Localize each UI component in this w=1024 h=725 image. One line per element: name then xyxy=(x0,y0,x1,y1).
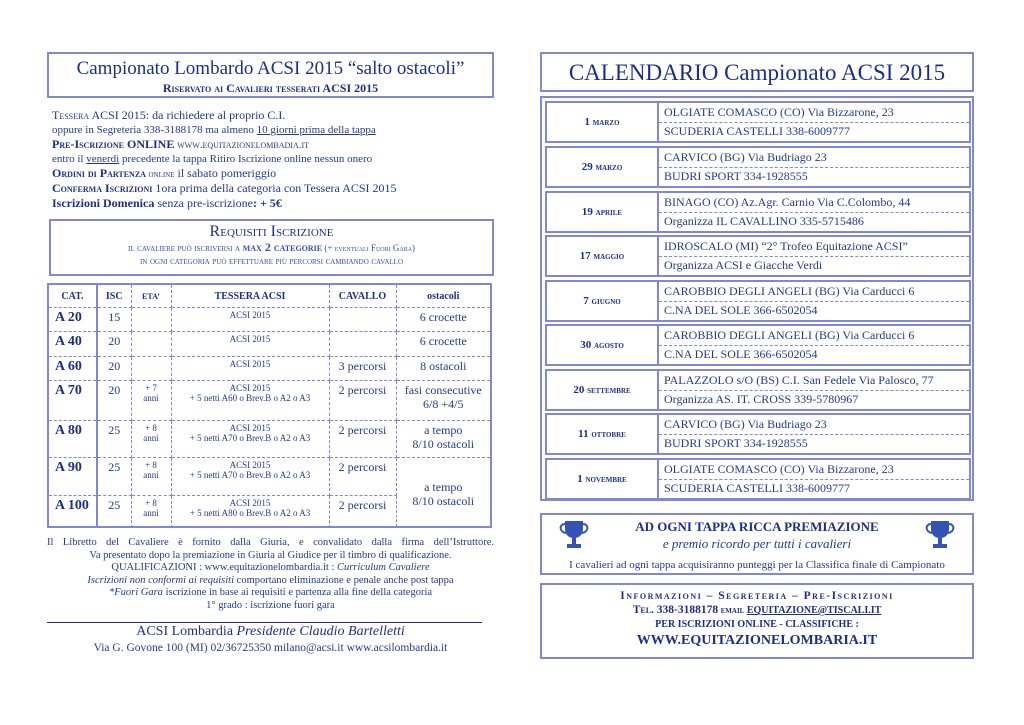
event-month: agosto xyxy=(593,339,624,351)
entro-a: entro il xyxy=(52,153,87,165)
event-month: maggio xyxy=(593,250,625,262)
event-separator xyxy=(659,122,969,123)
segreteria-text: oppure in Segreteria 338-3188178 ma almeno xyxy=(52,124,257,136)
cat-cell: A 60 xyxy=(49,357,97,381)
calendar-event xyxy=(545,101,971,143)
ostacoli-cell xyxy=(396,421,490,458)
isc-cell: 20 xyxy=(97,381,131,421)
event-date xyxy=(547,148,659,186)
isc-cell: 25 xyxy=(97,496,131,528)
isc-cell: 25 xyxy=(97,421,131,458)
prize-headline: AD OGNI TAPPA RICCA PREMIAZIONE xyxy=(635,519,879,534)
calendar-event xyxy=(545,369,971,411)
ostacoli-cell xyxy=(396,308,490,332)
championship-subtitle: Riservato ai Cavalieri tesserati ACSI 2015 xyxy=(162,81,379,95)
eta-cell xyxy=(131,357,171,381)
president-name: Presidente Claudio Bartelletti xyxy=(236,624,405,639)
event-month: aprile xyxy=(595,206,623,218)
calendar-event xyxy=(545,191,971,233)
eta-unit: anni xyxy=(143,470,159,480)
non-conformi-label: Iscrizioni non conformi ai requisiti xyxy=(87,575,235,586)
non-conformi-text: comportano eliminazione e penale anche post tappa xyxy=(234,575,454,586)
cavallo-cell: 3 percorsi xyxy=(329,357,396,381)
tessera-cell xyxy=(171,496,329,528)
ostacoli-value: 6 crocette xyxy=(419,310,467,324)
calendar-event xyxy=(545,235,971,277)
requisiti-fuori-gara: (+ eventuali Fuori Gara) xyxy=(322,243,416,253)
eta-value: + 8 xyxy=(145,423,157,433)
prize-subline: e premio ricordo per tutti i cavalieri xyxy=(662,536,852,551)
isc-cell: 25 xyxy=(97,458,131,496)
championship-title: Campionato Lombardo ACSI 2015 “salto ostacoli” xyxy=(76,58,465,79)
prize-box xyxy=(540,513,974,575)
contact-heading: Informazioni – Segreteria – Pre-Iscrizioni xyxy=(620,590,894,602)
segreteria-deadline: 10 giorni prima della tappa xyxy=(256,124,376,136)
ostacoli-value: 6 crocette xyxy=(419,334,467,348)
fuori-gara-text: iscrizione in base ai requisiti e partenza alla fine della categoria xyxy=(162,587,433,598)
ostacoli-value: fasi consecutive xyxy=(404,383,482,397)
event-month: marzo xyxy=(595,161,623,173)
tel-label: Tel. xyxy=(632,604,654,616)
event-date xyxy=(547,371,659,409)
eta-cell xyxy=(131,496,171,528)
cavallo-cell: 2 percorsi xyxy=(329,458,396,496)
col-header-cavallo: CAVALLO xyxy=(329,285,396,308)
eta-value: + 8 xyxy=(145,460,157,470)
cavallo-cell: 2 percorsi xyxy=(329,421,396,458)
calendar-event xyxy=(545,324,971,366)
tessera-cell xyxy=(171,357,329,381)
footnote-presentato: Va presentato dopo la premiazione in Giuria al Giudice per il timbro di qualificazione. xyxy=(89,550,452,561)
eta-cell xyxy=(131,421,171,458)
event-separator xyxy=(659,167,969,168)
tessera-requirement: + 5 netti A70 o Brev.B o A2 o A3 xyxy=(189,433,311,443)
tessera-cell xyxy=(171,421,329,458)
footnote-non-conformi xyxy=(47,575,494,588)
calendar-event xyxy=(545,458,971,500)
tessera-value: ACSI 2015 xyxy=(229,423,271,433)
info-line-tessera xyxy=(52,108,502,123)
entro-b: precedente la tappa Ritiro Iscrizione online nessun onero xyxy=(119,153,373,165)
tessera-cell xyxy=(171,381,329,421)
ostacoli-detail: 6/8 +4/5 xyxy=(423,397,464,411)
tessera-value: ACSI 2015 xyxy=(229,310,271,320)
requisiti-line1-a: il cavaliere può iscriversi a xyxy=(127,243,243,254)
eta-unit: anni xyxy=(143,433,159,443)
isc-cell: 20 xyxy=(97,357,131,381)
qualificazioni-text[interactable]: QUALIFICAZIONI : www.equitazionelombardia.it : xyxy=(111,562,337,573)
cat-cell: A 70 xyxy=(49,381,97,421)
event-location: BINAGO (CO) Az.Agr. Carnio Via C.Colombo, 44 xyxy=(664,195,911,209)
info-line-conferma xyxy=(52,181,502,196)
table-header-row xyxy=(49,285,490,308)
event-date xyxy=(547,237,659,275)
event-location: PALAZZOLO s/O (BS) C.I. San Fedele Via Palosco, 77 xyxy=(664,373,934,387)
cat-cell: A 80 xyxy=(49,421,97,458)
event-day: 1 xyxy=(584,116,590,128)
eta-cell xyxy=(131,381,171,421)
event-month: novembre xyxy=(585,473,627,485)
ostacoli-detail: 8/10 ostacoli xyxy=(412,493,475,508)
event-organizer: SCUDERIA CASTELLI 338-6009777 xyxy=(664,481,850,495)
requisiti-box xyxy=(49,219,494,276)
acsi-address: Via G. Govone 100 (MI) 02/36725350 milano@acsi.it www.acsilombardia.it xyxy=(93,642,448,654)
footnote-qualificazioni xyxy=(47,562,494,575)
eta-cell xyxy=(131,458,171,496)
event-organizer: BUDRI SPORT 334-1928555 xyxy=(664,169,808,183)
event-organizer: C.NA DEL SOLE 366-6502054 xyxy=(664,303,818,317)
calendar-event xyxy=(545,280,971,322)
event-date xyxy=(547,326,659,364)
ostacoli-cell xyxy=(396,458,490,528)
fuori-gara-label: *Fuori Gara xyxy=(108,587,163,598)
isc-cell: 20 xyxy=(97,332,131,357)
event-organizer: C.NA DEL SOLE 366-6502054 xyxy=(664,347,818,361)
event-location: OLGIATE COMASCO (CO) Via Bizzarone, 23 xyxy=(664,105,894,119)
domenica-label: Iscrizioni Domenica xyxy=(52,196,155,210)
table-row xyxy=(49,421,490,458)
event-organizer: BUDRI SPORT 334-1928555 xyxy=(664,436,808,450)
eta-cell xyxy=(131,308,171,332)
col-header-cat: CAT. xyxy=(49,285,97,308)
event-date xyxy=(547,282,659,320)
table-row xyxy=(49,458,490,496)
event-location: CARVICO (BG) Via Budriago 23 xyxy=(664,150,827,164)
requisiti-line2: in ogni categoria può effettuare più percorsi cambiando cavallo xyxy=(139,256,404,267)
requisiti-title: Requisiti Iscrizione xyxy=(209,223,334,240)
event-day: 29 xyxy=(581,161,593,173)
event-location: CARVICO (BG) Via Budriago 23 xyxy=(664,417,827,431)
event-organizer: Organizza AS. IT. CROSS 339-5780967 xyxy=(664,392,859,406)
info-line-domenica xyxy=(52,196,502,211)
event-date xyxy=(547,460,659,498)
conferma-text: 1ora prima della categoria con Tessera ACSI 2015 xyxy=(152,181,397,195)
cavallo-cell: 2 percorsi xyxy=(329,381,396,421)
cavallo-cell xyxy=(329,308,396,332)
info-line-segreteria xyxy=(52,123,502,138)
col-header-eta: ETA’ xyxy=(131,285,171,308)
tessera-requirement: + 5 netti A80 o Brev.B o A2 o A3 xyxy=(189,508,311,518)
calendar-title: CALENDARIO Campionato ACSI 2015 xyxy=(540,52,974,92)
contact-line xyxy=(542,604,972,616)
calendar-event xyxy=(545,146,971,188)
event-day: 20 xyxy=(573,384,585,396)
eta-unit: anni xyxy=(143,508,159,518)
tel-number[interactable]: 338-3188178 xyxy=(653,604,719,616)
domenica-text: senza pre-iscrizione xyxy=(154,196,253,210)
event-day: 30 xyxy=(580,339,592,351)
tessera-value: ACSI 2015 xyxy=(229,334,271,344)
event-date xyxy=(547,103,659,141)
event-day: 11 xyxy=(578,428,589,440)
email-label: email xyxy=(718,605,747,616)
event-day: 19 xyxy=(581,206,593,218)
table-row xyxy=(49,308,490,332)
event-separator xyxy=(659,434,969,435)
event-day: 7 xyxy=(583,295,589,307)
ordini-online: online xyxy=(145,169,175,180)
calendar-box xyxy=(540,96,974,501)
event-month: marzo xyxy=(592,116,620,128)
event-location: IDROSCALO (MI) “2° Trofeo Equitazione ACSI” xyxy=(664,239,908,253)
footnote-fuori-gara xyxy=(47,587,494,600)
ordini-text: il sabato pomeriggio xyxy=(174,166,277,180)
tessera-value: ACSI 2015 xyxy=(229,460,271,470)
event-day: 17 xyxy=(579,250,591,262)
tessera-value: ACSI 2015 xyxy=(229,359,271,369)
event-organizer: Organizza IL CAVALLINO 335-5715486 xyxy=(664,214,864,228)
ostacoli-value: a tempo xyxy=(424,423,463,437)
eta-cell xyxy=(131,332,171,357)
event-separator xyxy=(659,390,969,391)
event-separator xyxy=(659,256,969,257)
email-link[interactable]: EQUITAZIONE@TISCALI.IT xyxy=(746,605,882,616)
tessera-text: : da richiedere al proprio C.I. xyxy=(145,108,286,122)
event-separator xyxy=(659,301,969,302)
contact-box xyxy=(540,583,974,659)
cat-cell: A 90 xyxy=(49,458,97,496)
table-row xyxy=(49,357,490,381)
online-label: PER ISCRIZIONI ONLINE - CLASSIFICHE : xyxy=(655,619,859,630)
eta-value: + 7 xyxy=(145,383,157,393)
ostacoli-cell xyxy=(396,357,490,381)
col-header-isc: ISC xyxy=(97,285,131,308)
ostacoli-cell xyxy=(396,332,490,357)
event-month: ottobre xyxy=(591,428,626,440)
event-month: giugno xyxy=(591,295,621,307)
cavallo-cell xyxy=(329,332,396,357)
preiscrizione-label: Pre-Iscrizione ONLINE xyxy=(52,137,175,151)
tessera-requirement: + 5 netti A60 o Brev.B o A2 o A3 xyxy=(189,393,311,403)
requisiti-line1 xyxy=(51,241,492,255)
cat-cell: A 100 xyxy=(49,496,97,528)
cavallo-cell: 2 percorsi xyxy=(329,496,396,528)
event-location: CAROBBIO DEGLI ANGELI (BG) Via Carducci 6 xyxy=(664,328,915,342)
left-header-box xyxy=(47,52,494,98)
info-line-entro xyxy=(52,152,502,167)
info-line-preiscrizione xyxy=(52,137,502,153)
qualificazioni-curriculum: Curriculum Cavaliere xyxy=(336,562,430,573)
acsi-organization xyxy=(47,624,494,640)
event-location: CAROBBIO DEGLI ANGELI (BG) Via Carducci 6 xyxy=(664,284,915,298)
event-date xyxy=(547,193,659,231)
footnote-primo-grado: 1° grado : iscrizione fuori gara xyxy=(206,600,335,611)
entro-venerdi: venerdì xyxy=(86,153,120,165)
preiscrizione-website[interactable]: www.equitazionelombadia.it xyxy=(174,139,310,151)
tessera-label: Tessera ACSI 2015 xyxy=(52,108,146,122)
event-date xyxy=(547,415,659,453)
domenica-amount: : + 5€ xyxy=(252,196,282,210)
isc-cell: 15 xyxy=(97,308,131,332)
ostacoli-detail: 8/10 ostacoli xyxy=(412,437,475,451)
event-separator xyxy=(659,345,969,346)
eta-value: + 8 xyxy=(145,498,157,508)
prize-points-note: I cavalieri ad ogni tappa acquisiranno punteggi per la Classifica finale di Campionato xyxy=(569,559,945,571)
ostacoli-cell xyxy=(396,381,490,421)
requisiti-max-categories: max 2 categorie xyxy=(242,240,323,254)
calendar-event xyxy=(545,413,971,455)
categories-table xyxy=(47,283,492,528)
footnote-libretto: Il Libretto del Cavaliere è fornito dalla Giuria, e convalidato dalla firma dell’Istruttore. xyxy=(47,537,494,548)
info-line-ordini xyxy=(52,166,502,182)
conferma-label: Conferma Iscrizioni xyxy=(52,181,153,195)
organization-name: ACSI Lombardia xyxy=(136,624,237,639)
tessera-cell xyxy=(171,458,329,496)
tessera-value: ACSI 2015 xyxy=(229,383,271,393)
event-day: 1 xyxy=(577,473,583,485)
tessera-cell xyxy=(171,332,329,357)
ostacoli-value: a tempo xyxy=(424,479,463,494)
col-header-ostacoli: ostacoli xyxy=(396,285,490,308)
table-row xyxy=(49,381,490,421)
cat-cell: A 20 xyxy=(49,308,97,332)
website-link[interactable]: WWW.EQUITAZIONELOMBARIA.IT xyxy=(636,633,878,648)
tessera-cell xyxy=(171,308,329,332)
tessera-value: ACSI 2015 xyxy=(229,498,271,508)
ostacoli-value: 8 ostacoli xyxy=(420,359,467,373)
eta-unit: anni xyxy=(143,393,159,403)
table-row xyxy=(49,332,490,357)
footer-divider xyxy=(47,622,482,623)
ordini-label: Ordini di Partenza xyxy=(52,166,146,180)
event-separator xyxy=(659,479,969,480)
cat-cell: A 40 xyxy=(49,332,97,357)
event-month: settembre xyxy=(587,384,631,396)
col-header-tessera: TESSERA ACSI xyxy=(171,285,329,308)
event-separator xyxy=(659,212,969,213)
event-location: OLGIATE COMASCO (CO) Via Bizzarone, 23 xyxy=(664,462,894,476)
event-organizer: Organizza ACSI e Giacche Verdi xyxy=(664,258,823,272)
event-organizer: SCUDERIA CASTELLI 338-6009777 xyxy=(664,124,850,138)
tessera-requirement: + 5 netti A70 o Brev.B o A2 o A3 xyxy=(189,470,311,480)
